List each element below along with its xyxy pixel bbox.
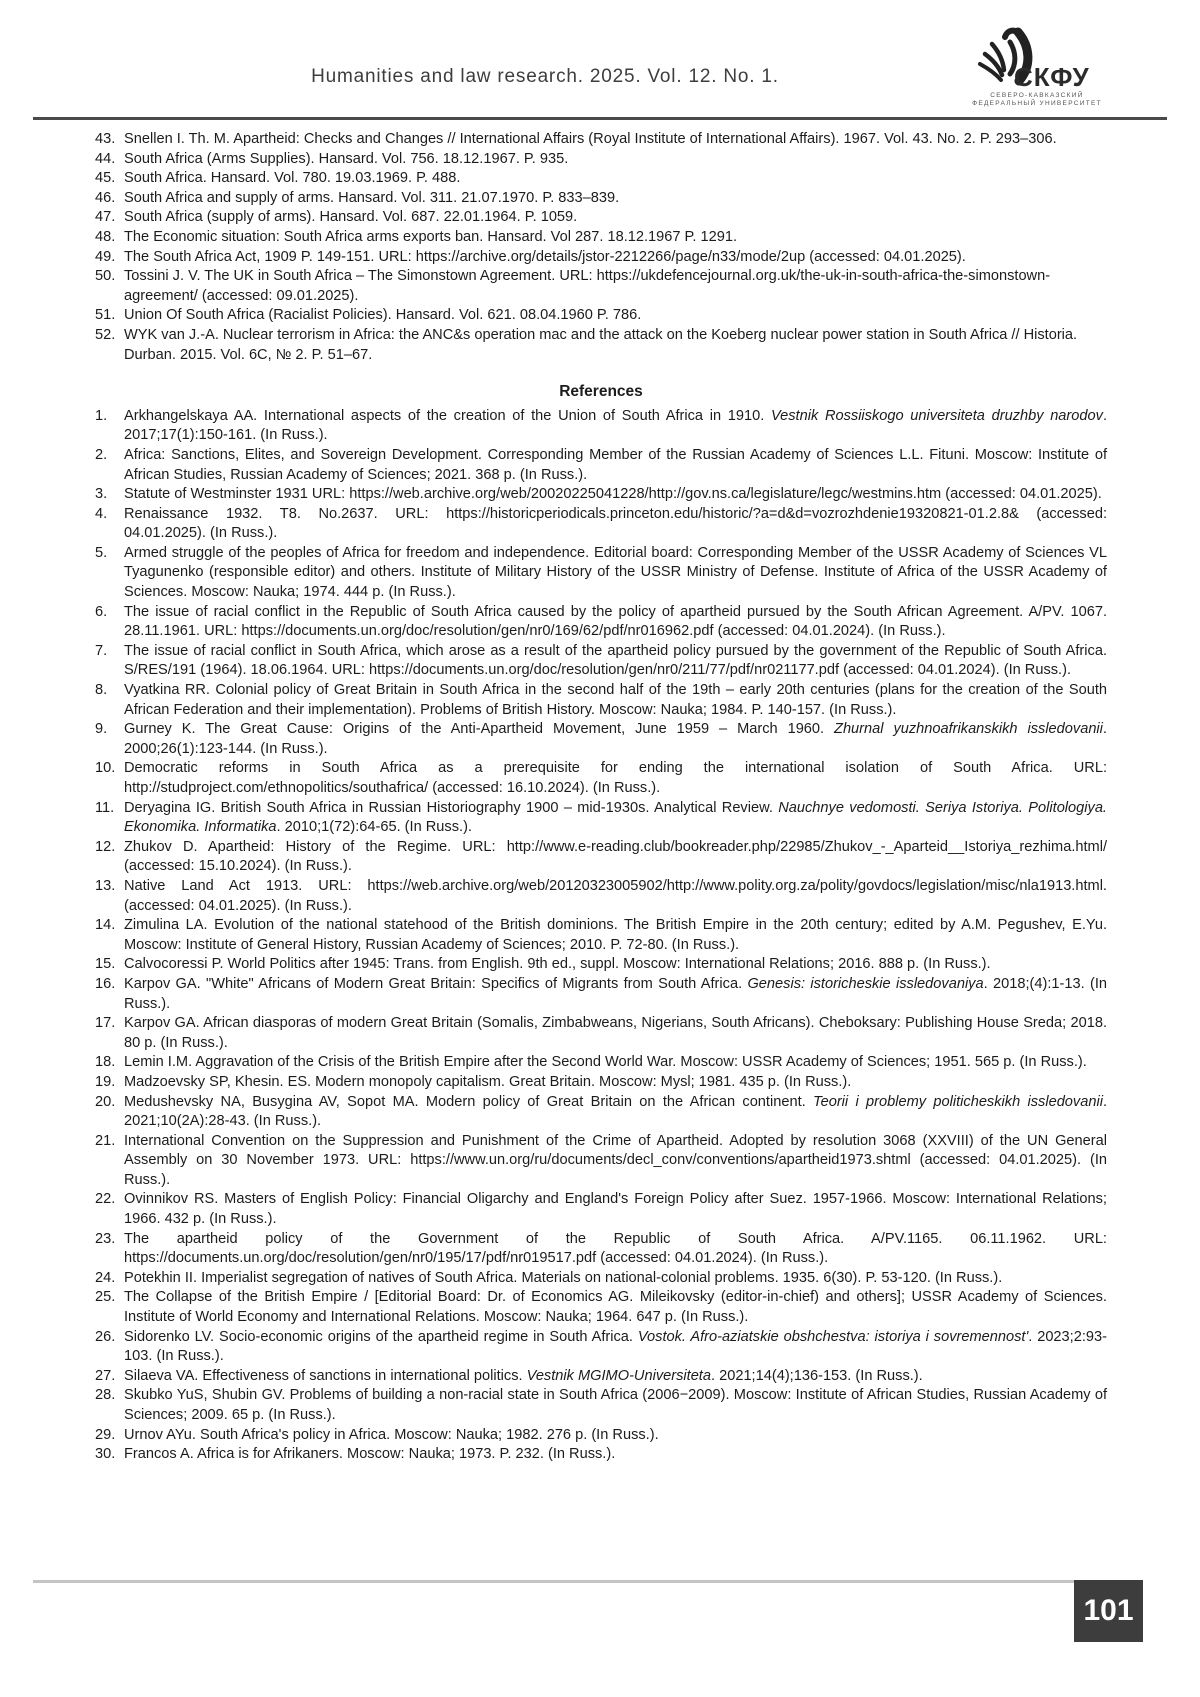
reference-item xyxy=(95,838,1107,877)
item-number: 9. xyxy=(95,721,108,738)
reference-item xyxy=(95,1014,1107,1053)
text-segment: South Africa (supply of arms). Hansard. Vol. 687. 22.01.1964. P. 1059. xyxy=(124,209,578,226)
item-text xyxy=(124,1329,1107,1365)
logo-subtitle-line1: СЕВЕРО-КАВКАЗСКИЙ xyxy=(990,92,1084,99)
item-number: 8. xyxy=(95,682,108,699)
item-number: 26. xyxy=(95,1328,116,1345)
page-number-box xyxy=(1074,1580,1143,1642)
item-text xyxy=(124,976,1107,1012)
item-number: 22. xyxy=(95,1191,116,1208)
university-logo xyxy=(966,26,1108,108)
bibliography-item xyxy=(95,189,1107,209)
reference-item xyxy=(95,681,1107,720)
item-number: 18. xyxy=(95,1054,116,1071)
text-segment: Calvocoressi P. World Politics after 1945: Trans. from English. 9th ed., suppl. Moscow: International Relations; 2016. 888 p. (In Russ.). xyxy=(124,956,991,973)
reference-item xyxy=(95,877,1107,916)
item-number: 23. xyxy=(95,1230,116,1247)
header-rule xyxy=(33,117,1167,120)
item-number: 30. xyxy=(95,1446,116,1463)
item-number: 4. xyxy=(95,505,108,522)
reference-item xyxy=(95,975,1107,1014)
item-text xyxy=(124,190,619,206)
reference-item xyxy=(95,1288,1107,1327)
reference-item xyxy=(95,1190,1107,1229)
item-number: 52. xyxy=(95,326,116,343)
item-text xyxy=(124,209,577,225)
item-number: 43. xyxy=(95,131,116,147)
text-segment: . 2000;26(1):123-144. (In Russ.). xyxy=(124,721,1107,757)
item-text xyxy=(124,878,1107,914)
text-segment: Arkhangelskaya AA. International aspects of the creation of the Union of South Africa in 1910. xyxy=(124,407,771,424)
journal-title-italic: Nauchnye vedomosti. Seriya Istoriya. Politologiya. Ekonomika. Informatika xyxy=(124,799,1107,836)
text-segment: Lemin I.M. Aggravation of the Crisis of the British Empire after the Second World War. Moscow: USSR Academy of Sciences; 1951. 565 p. (In Russ.). xyxy=(124,1054,1087,1071)
item-number: 17. xyxy=(95,1015,116,1032)
reference-item xyxy=(95,1230,1107,1269)
item-text xyxy=(124,1231,1107,1267)
item-text xyxy=(124,721,1107,757)
item-text xyxy=(124,643,1107,679)
text-segment: Armed struggle of the peoples of Africa for freedom and independence. Editorial board: Corresponding Member of the USSR Academy of Sciences VL Tyagunenko (responsible editor) and others. Institute of Military History of the USSR Ministry of Defense. Institute of Africa of the USSR Academy of Sciences. Moscow: Nauka; 1974. 444 p. (In Russ.). xyxy=(124,544,1107,601)
reference-item xyxy=(95,544,1107,603)
item-number: 15. xyxy=(95,956,116,973)
item-text xyxy=(124,1133,1107,1188)
item-number: 6. xyxy=(95,603,108,620)
item-text xyxy=(124,682,1107,718)
text-segment: Madzoevsky SP, Khesin. ES. Modern monopoly capitalism. Great Britain. Moscow: Mysl; 1981. 435 p. (In Russ.). xyxy=(124,1073,852,1090)
reference-item xyxy=(95,799,1107,838)
text-segment: The issue of racial conflict in South Africa, which arose as a result of the apartheid policy pursued by the government of the Republic of South Africa. S/RES/191 (1964). 18.06.1964. URL: https://documents.un.org/doc/resolution/gen/nr0/211/77/pdf/nr021177.pdf (accessed: 04.01.2024). (In Russ.). xyxy=(124,642,1107,679)
item-text xyxy=(124,1094,1107,1130)
reference-item xyxy=(95,916,1107,955)
reference-item xyxy=(95,603,1107,642)
item-text xyxy=(124,1289,1107,1325)
item-number: 16. xyxy=(95,975,116,992)
journal-title-italic: Genesis: istoricheskie issledovaniya xyxy=(747,975,984,992)
bibliography-item xyxy=(95,248,1107,268)
text-segment: Ovinnikov RS. Masters of English Policy: Financial Oligarchy and England's Foreign Policy after Suez. 1957-1966. Moscow: International Relations; 1966. 432 p. (In Russ.). xyxy=(124,1191,1107,1228)
item-text xyxy=(124,307,641,323)
bibliography-item xyxy=(95,130,1107,150)
text-segment: . 2017;17(1):150-161. (In Russ.). xyxy=(124,407,1107,444)
text-segment: Snellen I. Th. M. Apartheid: Checks and Changes // International Affairs (Royal Institute of International Affairs). 1967. Vol. 43. No. 2. P. 293–306. xyxy=(124,131,1057,147)
item-number: 50. xyxy=(95,268,116,285)
item-text xyxy=(124,1074,851,1090)
text-segment: Gurney K. The Great Cause: Origins of the Anti-Apartheid Movement, June 1959 – March 1960. xyxy=(124,721,835,738)
bibliography-list xyxy=(95,130,1107,365)
bibliography-item xyxy=(95,267,1107,306)
text-segment: . 2021;10(2A):28-43. (In Russ.). xyxy=(124,1093,1108,1130)
text-segment: . 2010;1(72):64-65. (In Russ.). xyxy=(276,819,472,836)
text-segment: Sidorenko LV. Socio-economic origins of the apartheid regime in South Africa. xyxy=(124,1328,638,1345)
text-segment: Urnov AYu. South Africa's policy in Africa. Moscow: Nauka; 1982. 276 p. (In Russ.). xyxy=(124,1426,659,1443)
text-segment: Union Of South Africa (Racialist Policies). Hansard. Vol. 621. 08.04.1960 P. 786. xyxy=(124,307,642,324)
item-text xyxy=(124,545,1107,600)
item-number: 1. xyxy=(95,407,108,424)
item-number: 49. xyxy=(95,248,116,265)
item-text xyxy=(124,229,737,245)
journal-title-italic: Teorii i problemy politicheskikh issledovanii xyxy=(813,1093,1103,1110)
item-text xyxy=(124,839,1107,875)
item-text xyxy=(124,800,1107,836)
item-number: 19. xyxy=(95,1073,116,1090)
item-number: 48. xyxy=(95,228,116,245)
item-text xyxy=(124,151,568,167)
text-segment: Renaissance 1932. T8. No.2637. URL: https://historicperiodicals.princeton.edu/historic/?a=d&d=vozrozhdenie19320821-01.2.8& (accessed: 04.01.2025). (In Russ.). xyxy=(124,505,1107,542)
item-number: 7. xyxy=(95,642,108,659)
text-segment: Karpov GA. "White" Africans of Modern Great Britain: Specifics of Migrants from South Africa. xyxy=(124,975,748,992)
item-number: 47. xyxy=(95,209,116,226)
logo-acronym: СКФУ xyxy=(1014,62,1090,92)
bibliography-item xyxy=(95,306,1107,326)
text-segment: Tossini J. V. The UK in South Africa – The Simonstown Agreement. URL: https://ukdefencejournal.org.uk/the-uk-in-south-africa-the-simonstown-agreement/ (accessed: 09.01.2025). xyxy=(124,268,1051,304)
bibliography-item xyxy=(95,326,1107,365)
item-number: 12. xyxy=(95,838,116,855)
item-text xyxy=(124,268,1050,304)
text-segment: Skubko YuS, Shubin GV. Problems of building a non-racial state in South Africa (2006−2009). Moscow: Institute of African Studies, Russian Academy of Sciences; 2009. 65 p. (In Russ.). xyxy=(124,1387,1107,1423)
item-text xyxy=(124,760,1107,796)
item-number: 44. xyxy=(95,150,116,167)
text-segment: International Convention on the Suppression and Punishment of the Crime of Apartheid. Adopted by resolution 3068 (XXVIII) of the UN General Assembly on 30 November 1973. URL: https://www.un.org/ru/documents/decl_conv/conventions/apartheid1973.shtml (accessed: 04.01.2025). (In Russ.). xyxy=(124,1132,1107,1188)
item-text xyxy=(124,1446,615,1462)
text-segment: WYK van J.-A. Nuclear terrorism in Africa: the ANC&s operation mac and the attack on the Koeberg nuclear power station in South Africa // Historia. Durban. 2015. Vol. 6C, № 2. P. 51–67. xyxy=(124,326,1078,363)
reference-item xyxy=(95,407,1107,446)
footer-rule xyxy=(33,1580,1074,1583)
text-segment: South Africa. Hansard. Vol. 780. 19.03.1969. P. 488. xyxy=(124,170,461,187)
item-text xyxy=(124,604,1107,640)
item-text xyxy=(124,1270,1002,1286)
text-segment: Francos A. Africa is for Afrikaners. Moscow: Nauka; 1973. P. 232. (In Russ.). xyxy=(124,1446,616,1463)
reference-item xyxy=(95,720,1107,759)
item-text xyxy=(124,506,1107,542)
bibliography-item xyxy=(95,228,1107,248)
text-segment: The issue of racial conflict in the Republic of South Africa caused by the policy of apartheid pursued by the South African Agreement. A/PV. 1067. 28.11.1961. URL: https://documents.un.org/doc/resolution/gen/nr0/169/62/pdf/nr016962.pdf (accessed: 04.01.2024). (In Russ.). xyxy=(124,603,1107,640)
item-number: 24. xyxy=(95,1269,116,1286)
reference-item xyxy=(95,1426,1107,1446)
item-text xyxy=(124,447,1107,483)
reference-item xyxy=(95,485,1107,505)
item-text xyxy=(124,1054,1087,1070)
text-segment: The South Africa Act, 1909 P. 149-151. URL: https://archive.org/details/jstor-2212266/page/n33/mode/2up (accessed: 04.01.2025). xyxy=(124,248,966,265)
item-number: 29. xyxy=(95,1426,116,1443)
text-segment: Africa: Sanctions, Elites, and Sovereign Development. Corresponding Member of the Russian Academy of Sciences L.L. Fituni. Moscow: Institute of African Studies, Russian Academy of Sciences; 2021. 368 p. (In Russ.). xyxy=(124,446,1107,483)
references-list xyxy=(95,407,1107,1465)
text-segment: Silaeva VA. Effectiveness of sanctions in international politics. xyxy=(124,1367,527,1384)
reference-item xyxy=(95,505,1107,544)
reference-item xyxy=(95,955,1107,975)
text-segment: . 2018;(4):1-13. (In Russ.). xyxy=(124,975,1108,1012)
journal-title-italic: Vestnik MGIMO-Universiteta xyxy=(526,1367,711,1384)
item-text xyxy=(124,1427,659,1443)
reference-item xyxy=(95,1269,1107,1289)
reference-item xyxy=(95,1328,1107,1367)
text-segment: Statute of Westminster 1931 URL: https://web.archive.org/web/20020225041228/http://gov.ns.ca/legislature/legc/westmins.htm (accessed: 04.01.2025). xyxy=(124,486,1102,503)
journal-title-italic: Zhurnal yuzhnoafrikanskikh issledovanii xyxy=(834,721,1103,738)
item-text xyxy=(124,408,1107,444)
item-number: 20. xyxy=(95,1093,116,1110)
text-segment: Deryagina IG. British South Africa in Russian Historiography 1900 – mid-1930s. Analytical Review. xyxy=(124,799,779,816)
journal-title-italic: Vostok. Afro-aziatskie obshchestva: istoriya i sovremennost' xyxy=(637,1328,1029,1345)
reference-item xyxy=(95,446,1107,485)
item-text xyxy=(124,131,1057,147)
journal-title-italic: Vestnik Rossiiskogo universiteta druzhby narodov xyxy=(770,407,1103,424)
text-segment: Potekhin II. Imperialist segregation of natives of South Africa. Materials on national-colonial problems. 1935. 6(30). P. 53-120. (In Russ.). xyxy=(124,1269,1003,1286)
text-segment: The Economic situation: South Africa arms exports ban. Hansard. Vol 287. 18.12.1967 P. 1291. xyxy=(124,228,738,245)
item-number: 46. xyxy=(95,189,116,206)
item-text xyxy=(124,486,1102,502)
text-segment: Medushevsky NA, Busygina AV, Sopot MA. Modern policy of Great Britain on the African continent. xyxy=(124,1093,814,1110)
text-segment: Zimulina LA. Evolution of the national statehood of the British dominions. The British Empire in the 20th century; edited by A.M. Pegushev, E.Yu. Moscow: Institute of General History, Russian Academy of Sciences; 2010. P. 72-80. (In Russ.). xyxy=(124,917,1107,953)
reference-item xyxy=(95,1093,1107,1132)
text-segment: South Africa and supply of arms. Hansard. Vol. 311. 21.07.1970. P. 833–839. xyxy=(124,189,620,206)
item-text xyxy=(124,917,1107,953)
item-text xyxy=(124,1191,1107,1227)
item-text xyxy=(124,956,991,972)
item-number: 2. xyxy=(95,446,108,463)
item-number: 14. xyxy=(95,917,116,934)
item-number: 51. xyxy=(95,307,116,324)
item-number: 21. xyxy=(95,1132,116,1149)
item-number: 11. xyxy=(95,799,115,816)
reference-item xyxy=(95,1367,1107,1387)
text-segment: . 2021;14(4);136-153. (In Russ.). xyxy=(710,1367,923,1384)
text-segment: Native Land Act 1913. URL: https://web.archive.org/web/20120323005902/http://www.polity.org.za/polity/govdocs/legislation/misc/nla1913.html. (accessed: 04.01.2025). (In Russ.). xyxy=(124,877,1107,914)
item-text xyxy=(124,1387,1107,1423)
text-segment: . 2023;2:93-103. (In Russ.). xyxy=(124,1328,1107,1365)
item-text xyxy=(124,249,966,265)
page-number: 101 xyxy=(1083,1594,1134,1627)
reference-item xyxy=(95,1386,1107,1425)
text-segment: South Africa (Arms Supplies). Hansard. Vol. 756. 18.12.1967. P. 935. xyxy=(124,150,569,167)
text-segment: The apartheid policy of the Government of the Republic of South Africa. A/PV.1165. 06.11.1962. URL: https://documents.un.org/doc/resolution/gen/nr0/195/17/pdf/nr019517.pdf (accessed: 04.01.2024). (In Russ.). xyxy=(124,1230,1107,1267)
bibliography-item xyxy=(95,169,1107,189)
reference-item xyxy=(95,759,1107,798)
item-number: 10. xyxy=(95,760,116,777)
reference-item xyxy=(95,642,1107,681)
item-text xyxy=(124,1015,1107,1051)
text-segment: Democratic reforms in South Africa as a prerequisite for ending the international isolation of South Africa. URL: http://studproject.com/ethnopolitics/southafrica/ (accessed: 16.10.2024). (In Russ.). xyxy=(124,760,1107,796)
item-number: 3. xyxy=(95,486,108,503)
text-segment: Zhukov D. Apartheid: History of the Regime. URL: http://www.e-reading.club/bookreader.php/22985/Zhukov_-_Aparteid__Istoriya_rezhima.html/ (accessed: 15.10.2024). (In Russ.). xyxy=(124,838,1107,875)
text-segment: The Collapse of the British Empire / [Editorial Board: Dr. of Economics AG. Mileikovsky (editor-in-chief) and others]; USSR Academy of Sciences. Institute of World Economy and International Relations. Moscow: Nauka; 1964. 647 p. (In Russ.). xyxy=(124,1289,1107,1326)
logo-subtitle-line2: ФЕДЕРАЛЬНЫЙ УНИВЕРСИТЕТ xyxy=(972,100,1102,107)
reference-item xyxy=(95,1073,1107,1093)
text-segment: Vyatkina RR. Colonial policy of Great Britain in South Africa in the second half of the 19th – early 20th centuries (plans for the creation of the South African Federation and their implementation). Problems of British History. Moscow: Nauka; 1984. P. 140-157. (In Russ.). xyxy=(124,682,1107,718)
reference-item xyxy=(95,1132,1107,1191)
item-text xyxy=(124,170,460,186)
reference-item xyxy=(95,1053,1107,1073)
bibliography-item xyxy=(95,150,1107,170)
journal-header-title: Humanities and law research. 2025. Vol. 12. No. 1. xyxy=(311,66,779,87)
item-number: 45. xyxy=(95,170,116,187)
reference-item xyxy=(95,1445,1107,1465)
item-number: 28. xyxy=(95,1387,116,1404)
references-heading: References xyxy=(559,383,643,401)
item-text xyxy=(124,327,1077,363)
item-text xyxy=(124,1368,923,1384)
bibliography-item xyxy=(95,208,1107,228)
item-number: 13. xyxy=(95,877,116,894)
item-number: 5. xyxy=(95,544,108,561)
text-segment: Karpov GA. African diasporas of modern Great Britain (Somalis, Zimbabweans, Nigerians, South Africans). Cheboksary: Publishing House Sreda; 2018. 80 p. (In Russ.). xyxy=(124,1015,1107,1051)
page-content xyxy=(95,130,1107,1465)
item-number: 25. xyxy=(95,1289,116,1306)
item-number: 27. xyxy=(95,1367,116,1384)
